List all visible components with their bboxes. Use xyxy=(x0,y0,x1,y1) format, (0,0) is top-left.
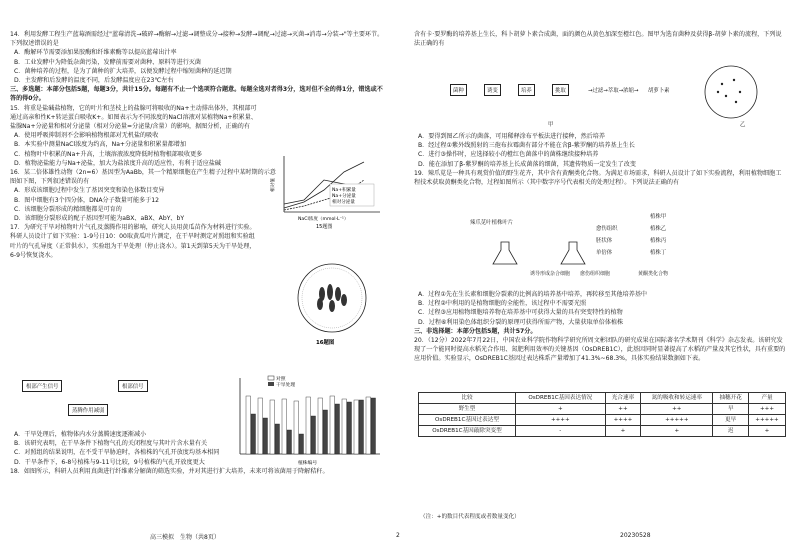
q15-option-d: D．植物泌盐能力与Na+泌盐，加大为盐浓度升高的适应性，有利于适应盐碱 xyxy=(14,159,221,167)
fig18-box-pick: 挑取 xyxy=(552,84,569,96)
fig19-node-plant-jia: 植株甲 xyxy=(650,214,667,220)
table-cell: OsDREB1C基因过表达型 xyxy=(419,415,516,426)
table-cell: + xyxy=(641,426,713,437)
fig18-label-jia: 甲 xyxy=(548,122,554,128)
fig19-node-embryoid: 胚状体 xyxy=(596,238,613,244)
fig19-node-plant-ding: 植株丁 xyxy=(650,250,667,256)
fig19-node-haploid: 单倍体 xyxy=(596,250,613,256)
q17-options xyxy=(10,430,388,476)
fig19-bottom-1: 诱导形成杂合细胞 xyxy=(530,271,571,277)
table-cell: - xyxy=(515,426,605,437)
q17-option-c: C．对照组的结果说明，在不受干旱胁迫时，各植株的气孔开放度均基本相同 xyxy=(14,449,220,457)
table-cell: + xyxy=(748,426,785,437)
flow-node-2: 根部信号 xyxy=(118,380,148,392)
table-cell: ++ xyxy=(605,404,641,415)
petri-dish-icon xyxy=(698,62,764,128)
q16-option-b: B．图中细胞有3个四分体，DNA分子数量可能多于12 xyxy=(14,196,160,204)
q20-stem: 20．（12分）2022年7月22日，中国农业科学院作物科学研究所周文彬团队的研究成果在国际著名学术期刊《科学》杂志发表。该研究发现了一个能同时提高水稻光合作用、氮肥利用效率的关键基因（OsDREB1C），此基因同时显著提高了水稻的产量及其它性状，具有重要的应用价值。实验显示，OsDREB1C基因过表达株系产量增加了41.3%~68.3%，具体实验结果数据如下表。 xyxy=(414,337,786,363)
q16-cell-figure xyxy=(292,258,372,348)
fig19-node-plant-yi: 植株乙 xyxy=(650,226,667,232)
q15-chart xyxy=(268,150,386,230)
table-row xyxy=(419,415,786,426)
q17-block xyxy=(10,223,260,260)
x-axis-label: NaCl浓度（mmol·L⁻¹） xyxy=(298,217,349,222)
fig18-box-strain: 菌种 xyxy=(450,84,467,96)
chart-caption: 15题图 xyxy=(316,224,333,230)
q15-option-b: B．本实验中测量NaCl浓度为约高，Na+分泌量和积累量都增加 xyxy=(14,141,186,149)
table-cell: 迟 xyxy=(713,426,749,437)
q17-option-b: B．该研究表明，在干旱条件下植物气孔的关闭程度与其叶片含水量有关 xyxy=(14,440,208,448)
q15-option-c: C．植物叶中积累的Na+升高，土壤溶液浓度降低时植物根部吸收更多 xyxy=(14,150,203,158)
cell-outline xyxy=(298,264,366,332)
legend-item-2: Na+分泌量 xyxy=(332,194,356,199)
fig18-box-culture: 培养 xyxy=(518,84,535,96)
legend-label-1: 对照 xyxy=(276,377,286,382)
q19-option-c: C．过程③应用植物细胞培养物在培养基中可获得大量的具有突变特性的植物 xyxy=(418,309,623,317)
q19-option-b: B．过程②中利用的是植物细胞的全能性，该过程中不需要光照 xyxy=(418,300,587,308)
q16-option-d: D．该细胞分裂形成的配子基因型可能为aBX、aBX、AbY、bY xyxy=(14,215,185,223)
q16-option-c: C．该细胞分裂形成的精细胞都是可育的 xyxy=(14,205,122,213)
q14-option-b: B．工业发酵中为降低杂菌污染，发酵前需要对菌种、原料等进行灭菌 xyxy=(14,58,201,66)
table-header: 产量 xyxy=(748,393,785,404)
q14-stem: 14．利用发酵工程生产蓝莓酒需经过"蓝莓清洗→破碎→酶解→过滤→调整成分→接种→发酵→调配→过滤→灭菌→消毒→分装→"等主要环节。下列叙述错误的是 xyxy=(10,31,384,48)
y-axis-label: 相对值 xyxy=(271,178,276,192)
flask-icon xyxy=(558,240,588,268)
q15-stem: 15．将重是盐碱盐植物，它的叶片和茎枝上的盐腺可将吸收的Na+主动排出体外，其根部可通过高亲和性K+转运蛋白吸收K+。如图表示为不同浓度的NaCl溶液对某植物Na+积累量、盐腺Na+分泌量和相对分泌量（相对分泌量=分泌量/含量）的影响，据图分析，正确的有 xyxy=(10,104,257,131)
q18-option-a: A．要得到图乙所示的菌落，可用稀释涂布平板法进行接种，然后培养 xyxy=(418,133,605,140)
q17-stem: 17．为研究干旱对植物叶片气孔及蒸腾作用的影响，研究人员用黄瓜苗作为材料进行实验。科研人员设计了如下实验：1-9号日10：00取黄瓜叶片测定，在干旱时测定对照组和实验组叶片的气孔导度（正常供水），实验组为干旱处理（停止浇水）。第1天到第5天为干旱处理，6-9号恢复浇水。 xyxy=(10,224,256,259)
q18-stem: 18．如图所示，科研人员利用真菌进行纤维素分解菌的筛选实验，并对其进行扩大培养，未来可将该菌用于降解秸秆。 xyxy=(10,467,329,475)
q19-20-block xyxy=(414,290,786,364)
q19-option-d: D．过程⑥利用染色体组织分裂的原理可获得所需产物，大量获取单倍体植株 xyxy=(418,318,624,326)
table-note: （注：+的数目代表程度或者数量变化） xyxy=(420,514,520,520)
fig18-process-text: →过滤→萃取→浓缩→ xyxy=(588,88,639,94)
table-cell: ++++ xyxy=(515,415,605,426)
footer-right: 20230528 xyxy=(620,532,651,539)
q19-option-a: A．过程①先在生长素和细胞分裂素的比例高的培养基中培养，再转移至其他培养基中 xyxy=(418,291,648,298)
flow-node-1: 根部产生信号 xyxy=(22,380,62,392)
legend-swatch-2 xyxy=(268,382,274,386)
table-cell: 野生型 xyxy=(419,404,516,415)
table-header: 光合速率 xyxy=(605,393,641,404)
table-header: 氮的吸收和转运速率 xyxy=(641,393,713,404)
legend-swatch-1 xyxy=(268,376,274,380)
flow-node-3: 蒸腾作用减弱 xyxy=(68,404,108,416)
q17-flow xyxy=(18,378,218,422)
table-header-row xyxy=(419,393,786,404)
fig19-node-callus: 愈伤组织 xyxy=(596,226,618,232)
table-cell: +++ xyxy=(748,404,785,415)
fig18-product: 胡萝卜素 xyxy=(648,88,670,94)
q14-option-c: C．菌种培养的过程，是为了菌种的扩大培养，以便发酵过程中缩短菌种的延迟期 xyxy=(14,67,232,75)
q18-figure xyxy=(448,62,778,130)
fig18-label-yi: 乙 xyxy=(740,122,746,128)
q16-stem: 16．某二倍体雄性动物（2n=6）基因型为AaBb，其一个精原细胞在产生精子过程中某时期的示意图如下图，下列叙述错误的有 xyxy=(10,169,276,186)
q18-19-block xyxy=(414,132,786,187)
table-header: OsDREB1C基因表达情况 xyxy=(515,393,605,404)
legend-item-3: 相对分泌量 xyxy=(332,200,355,205)
table-cell: +++++ xyxy=(641,415,713,426)
fig16-caption: 16题图 xyxy=(316,340,335,346)
q19-stem: 19．辣爪苋是一种具有观赏价值的野生花卉，其中含有黄酮类化合物。为满足市场需求，科研人员设计了如下实验流程，利用植物细胞工程技术获取黄酮类化合物，过程如图所示（其中数字序号代表相关的处理过程）。下列说法正确的有 xyxy=(414,169,782,187)
q16-option-a: A．形成该细胞过程中发生了基因突变和染色体数目变异 xyxy=(14,187,165,195)
table-cell: 早 xyxy=(713,404,749,415)
table-cell: 更早 xyxy=(713,415,749,426)
right-column xyxy=(414,30,786,48)
q18-option-d: D．能在添加了β-紫罗酮的培养基上长成菌落的细菌，其遗传物质一定发生了改变 xyxy=(418,160,636,168)
table-header: 比较 xyxy=(419,393,516,404)
legend-label-2: 干旱处理 xyxy=(276,383,296,388)
section3-heading: 三、多选题：本部分包括5题，每题3分，共计15分。每题有不止一个选项符合题意。每题全选对者得3分，选对但不全的得1分，错选或不答的得0分。 xyxy=(10,86,383,103)
fig19-bottom-2: 愈伤组织细胞 xyxy=(580,271,611,277)
table-cell: ++++ xyxy=(605,415,641,426)
q17-option-d: D．干旱条件下，6-8号植株与9-11号比较，9号植株的气孔开放度更大 xyxy=(14,458,205,466)
spindle xyxy=(302,268,362,328)
table-cell: + xyxy=(605,426,641,437)
q18-option-c: C．进行③操作时，应选择较小的橙红色菌落中的菌株继续接种培养 xyxy=(418,151,599,159)
q19-figure xyxy=(470,214,700,288)
x-axis-label: 植株编号 xyxy=(298,461,318,466)
q20-table xyxy=(418,392,786,437)
footer-left: 高三模拟 生物（共8页） xyxy=(150,534,220,541)
q16-block xyxy=(10,168,280,223)
fig19-top-label: 辣爪苋叶植株叶片 xyxy=(470,220,514,226)
q18-option-b: B．经过程①紫外线照射的三孢布拉霉菌有部分不能在含β-紫罗酮的培养基上生长 xyxy=(418,142,635,150)
section4-heading: 三、非选择题：本部分包括5题，共计57分。 xyxy=(414,327,537,335)
q17-option-a: A．干旱处理后，植物体内水分蒸腾速度逐渐减小 xyxy=(14,431,147,438)
q14-option-a: A．酶解环节需要添加果胶酶和纤维素酶等以提高蓝莓出汁率 xyxy=(14,49,177,57)
q15-block xyxy=(10,104,260,168)
fig19-node-plant-bing: 植株丙 xyxy=(650,238,667,244)
flask-icon xyxy=(490,240,520,268)
chromosomes xyxy=(317,284,347,312)
legend-item-1: Na+积累量 xyxy=(332,188,356,193)
fig19-bottom-3: 黄酮类化合物 xyxy=(638,271,669,277)
table-cell: +++++ xyxy=(748,415,785,426)
table-row xyxy=(419,404,786,415)
table-cell: ++ xyxy=(641,404,713,415)
table-cell: OsDREB1C基因敲除突变型 xyxy=(419,426,516,437)
table-header: 抽穗开花 xyxy=(713,393,749,404)
q15-option-a: A．使用呼吸抑制剂不会影响植物根部对无机盐的吸收 xyxy=(14,132,159,140)
fig18-box-mutagen: 诱变 xyxy=(484,84,501,96)
page-number: 2 xyxy=(396,532,400,539)
table-row xyxy=(419,426,786,437)
q14-option-d: D．主发酵和后发酵的温度不同，后发酵温度应在23℃左右 xyxy=(14,77,174,85)
table-cell: + xyxy=(515,404,605,415)
q18-continued: 含有卡·要罗酶的培养基上生长，科卜胡萝卜素合成菌，面的颜色从黄色加深至橙红色。图甲为选育菌种及获得β-胡萝卜素的流程，下列说法正确的有 xyxy=(414,31,782,48)
